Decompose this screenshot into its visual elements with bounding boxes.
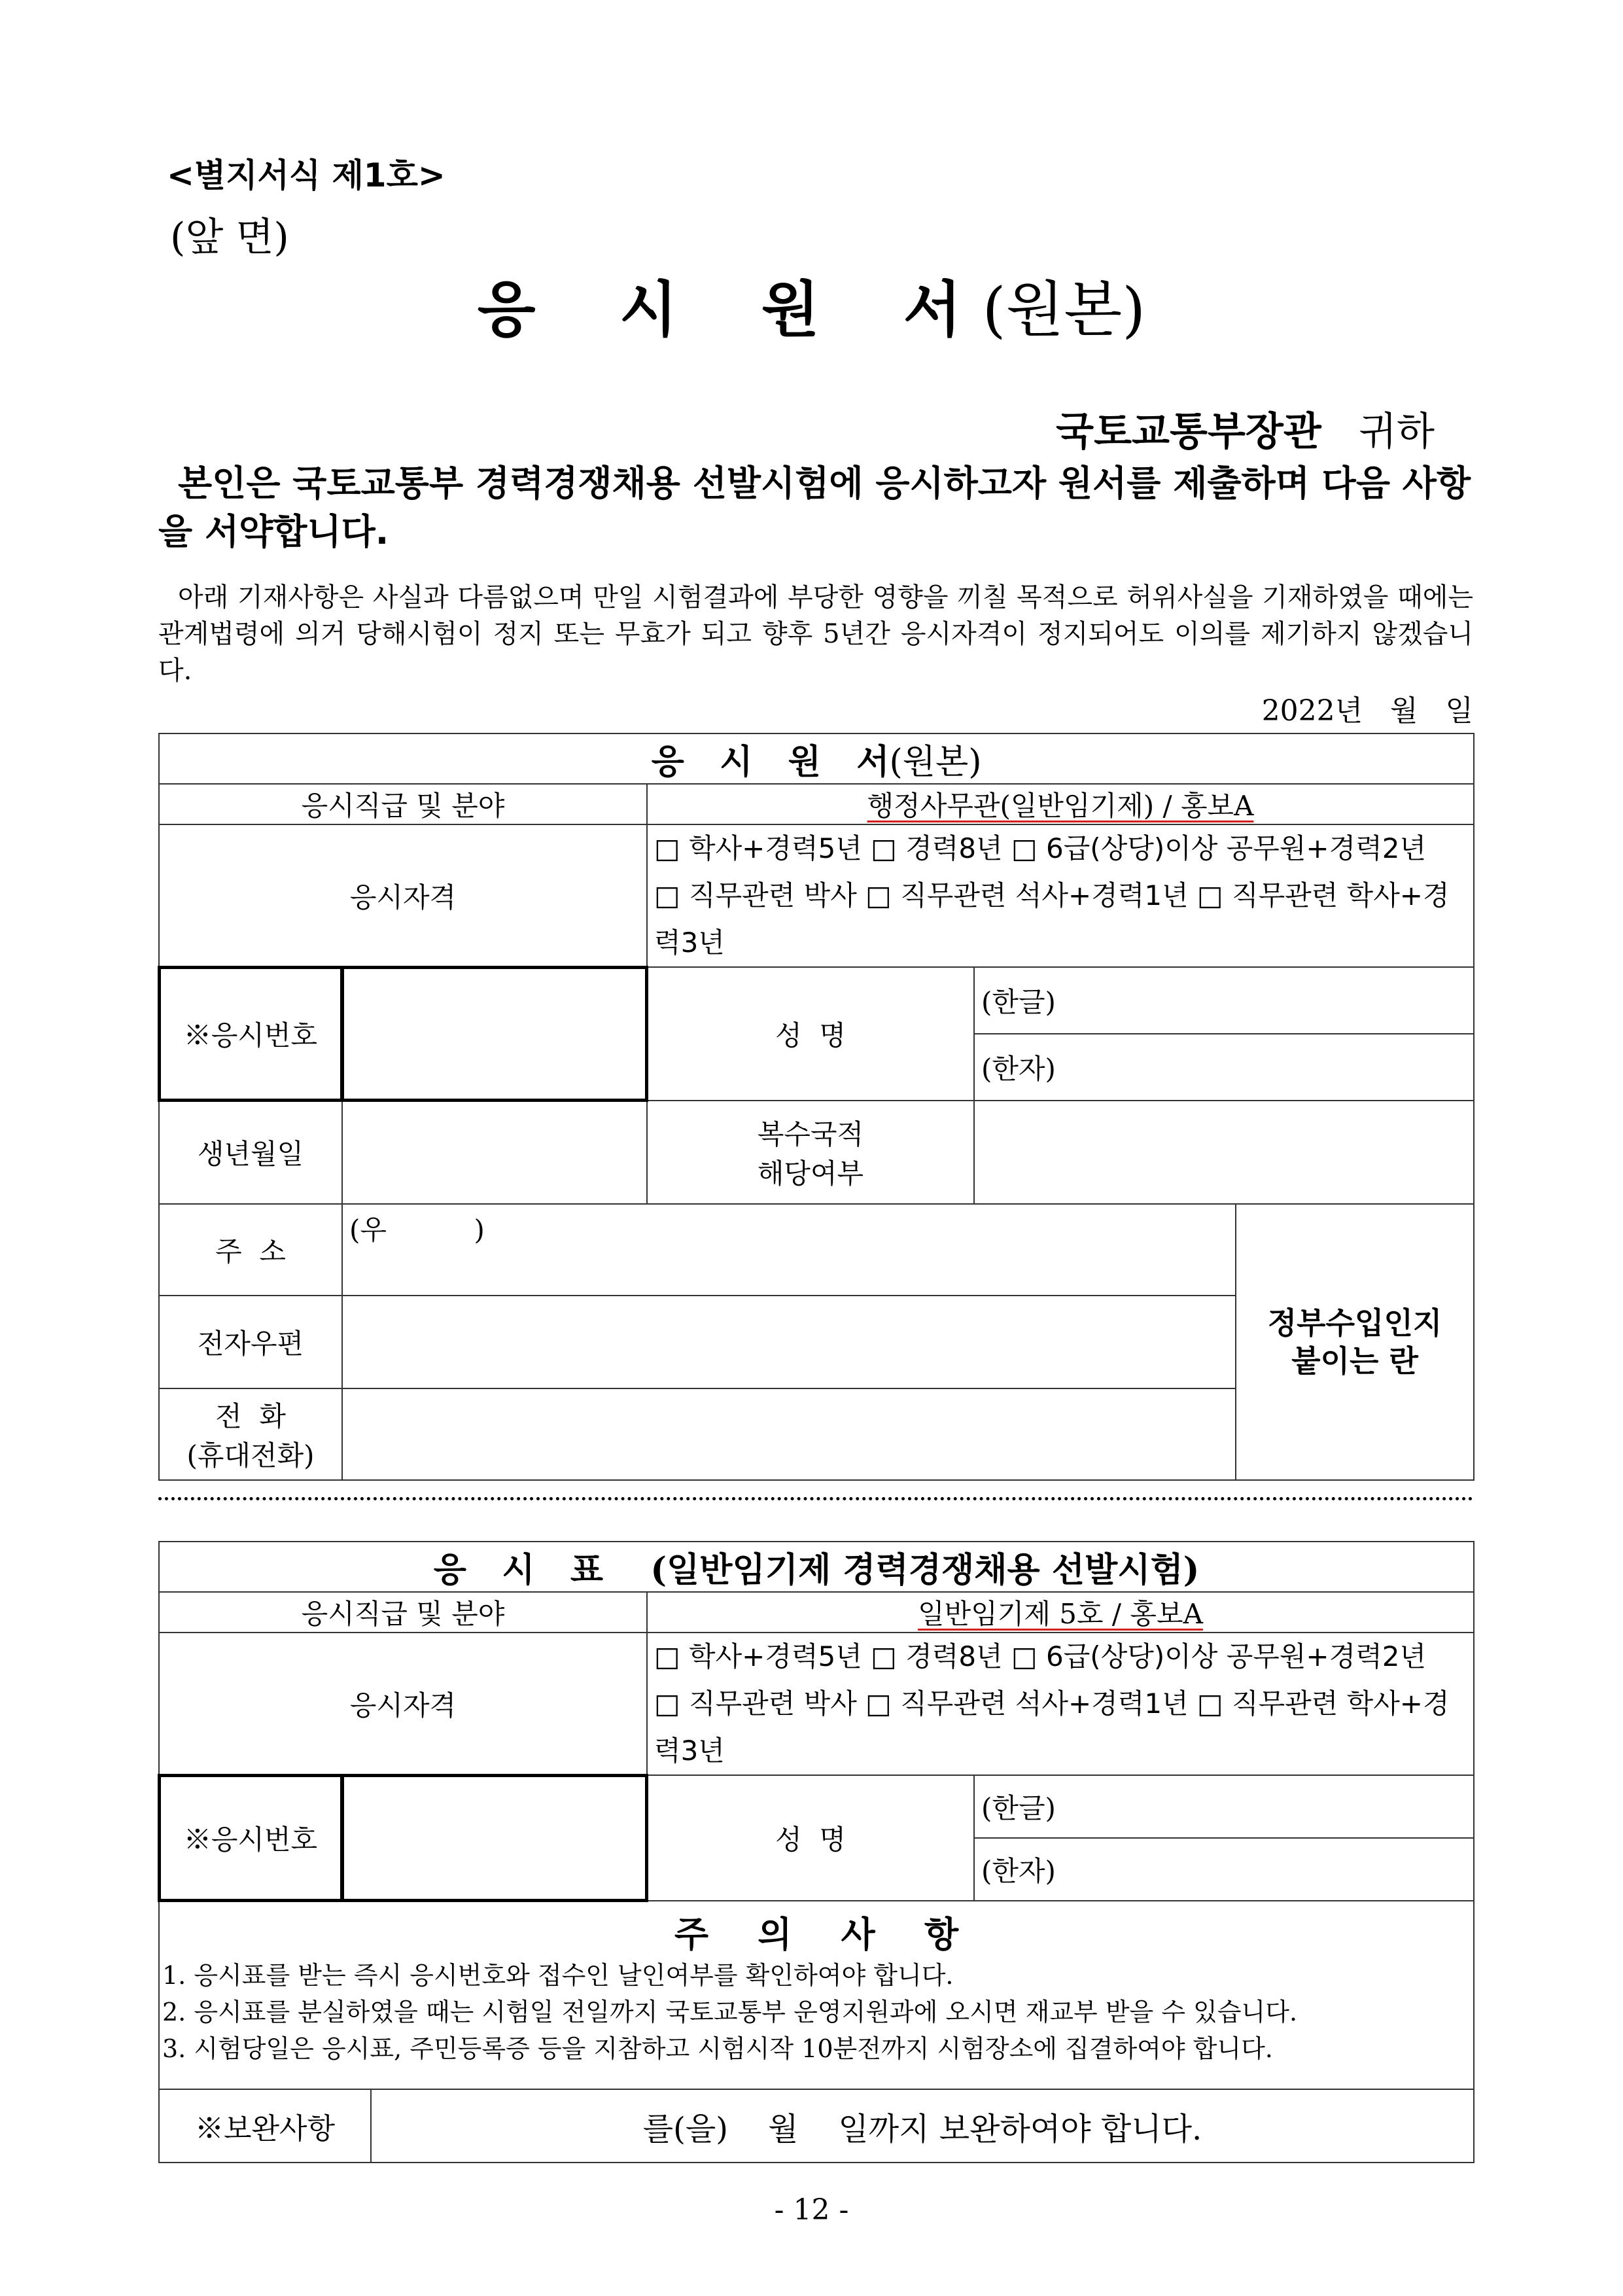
birth-field[interactable]	[342, 1101, 647, 1204]
phone-label-1: 전 화	[215, 1400, 286, 1432]
ticket-title: 응 시 표 (일반임기제 경력경쟁채용 선발시험)	[159, 1542, 1474, 1592]
ticket-qualification-options[interactable]	[647, 1633, 1474, 1775]
cut-line	[158, 1497, 1473, 1500]
exam-number-field[interactable]	[342, 967, 647, 1101]
document-title-suffix: (원본)	[982, 275, 1146, 345]
addressee-suffix: 귀하	[1359, 409, 1435, 455]
dual-nationality-label	[647, 1101, 974, 1204]
name-hanja-field[interactable]: (한자)	[974, 1034, 1474, 1101]
ticket-position-label: 응시직급 및 분야	[159, 1592, 647, 1633]
notice-item: 1. 응시표를 받는 즉시 응시번호와 접수인 날인여부를 확인하여야 합니다.	[162, 1961, 954, 1990]
dual-nationality-label-1: 복수국적	[757, 1118, 864, 1150]
form-number: <별지서식 제1호>	[167, 156, 445, 194]
ticket-exam-number-label: ※응시번호	[159, 1775, 342, 1901]
ticket-qualification-line-2[interactable]: □ 직무관련 박사 □ 직무관련 석사+경력1년 □ 직무관련 학사+경력3년	[654, 1687, 1450, 1767]
qualification-options[interactable]	[647, 824, 1474, 967]
revenue-stamp-label-1: 정부수입인지	[1267, 1305, 1442, 1341]
dual-nationality-label-2: 해당여부	[757, 1157, 864, 1190]
position-value-text: 행정사무관(일반임기제) / 홍보A	[867, 790, 1254, 822]
exam-number-label: ※응시번호	[159, 967, 342, 1101]
ticket-name-label: 성 명	[647, 1775, 974, 1901]
document-title-main: 응 시 원 서	[477, 274, 962, 345]
ticket-position-value	[647, 1592, 1474, 1633]
application-form-table	[158, 733, 1475, 1481]
ticket-name-hanja-field[interactable]: (한자)	[974, 1838, 1474, 1901]
declaration-text: 본인은 국토교통부 경력경쟁채용 선발시험에 응시하고자 원서를 제출하며 다음 사항을 서약합니다.	[158, 463, 1471, 552]
name-label: 성 명	[647, 967, 974, 1101]
qualification-label: 응시자격	[159, 824, 647, 967]
email-label: 전자우편	[159, 1296, 342, 1388]
application-title-suffix: (원본)	[889, 743, 982, 782]
supplement-text: 를(을) 월 일까지 보완하여야 합니다.	[642, 2110, 1202, 2147]
addressee-name: 국토교통부장관	[1056, 409, 1321, 455]
ticket-exam-number-field[interactable]	[342, 1775, 647, 1901]
revenue-stamp-label-2: 붙이는 란	[1291, 1343, 1418, 1379]
date-line: 2022년 월 일	[1261, 694, 1473, 728]
document-title	[0, 262, 1623, 348]
ticket-qualification-label: 응시자격	[159, 1633, 647, 1775]
notice-section	[159, 1901, 1474, 2089]
application-title	[159, 733, 1474, 784]
address-label: 주 소	[159, 1204, 342, 1296]
address-field[interactable]: (우 )	[342, 1204, 1236, 1296]
qualification-line-1[interactable]: □ 학사+경력5년 □ 경력8년 □ 6급(상당)이상 공무원+경력2년	[654, 832, 1427, 864]
exam-ticket-table	[158, 1541, 1475, 2163]
phone-label	[159, 1388, 342, 1480]
dual-nationality-field[interactable]	[974, 1101, 1474, 1204]
pledge-text: 아래 기재사항은 사실과 다름없으며 만일 시험결과에 부당한 영향을 끼칠 목적으로 허위사실을 기재하였을 때에는 관계법령에 의거 당해시험이 정지 또는 무효가 되고 향후 5년간 응시자격이 정지되어도 이의를 제기하지 않겠습니다.	[158, 582, 1473, 686]
ticket-qualification-line-1[interactable]: □ 학사+경력5년 □ 경력8년 □ 6급(상당)이상 공무원+경력2년	[654, 1640, 1427, 1672]
revenue-stamp-area	[1236, 1204, 1474, 1480]
position-label: 응시직급 및 분야	[159, 784, 647, 824]
addressee	[1056, 400, 1435, 457]
notice-item: 2. 응시표를 분실하였을 때는 시험일 전일까지 국토교통부 운영지원과에 오시면 재교부 받을 수 있습니다.	[162, 1998, 1298, 2026]
supplement-label: ※보완사항	[160, 2090, 372, 2162]
email-field[interactable]	[342, 1296, 1236, 1388]
phone-field[interactable]	[342, 1388, 1236, 1480]
position-value	[647, 784, 1474, 824]
application-title-main: 응 시 원 서	[651, 742, 890, 782]
notice-title: 주 의 사 항	[674, 1913, 959, 1955]
ticket-position-value-text: 일반임기제 5호 / 홍보A	[918, 1598, 1203, 1630]
birth-label: 생년월일	[159, 1101, 342, 1204]
page-number: - 12 -	[774, 2193, 849, 2227]
phone-label-2: (휴대전화)	[186, 1439, 315, 1472]
ticket-name-korean-field[interactable]: (한글)	[974, 1775, 1474, 1838]
qualification-line-2[interactable]: □ 직무관련 박사 □ 직무관련 석사+경력1년 □ 직무관련 학사+경력3년	[654, 879, 1450, 959]
notice-item: 3. 시험당일은 응시표, 주민등록증 등을 지참하고 시험시작 10분전까지 시험장소에 집결하여야 합니다.	[162, 2034, 1273, 2063]
page-side-label: (앞 면)	[170, 215, 289, 260]
supplement-row	[159, 2089, 1474, 2163]
name-korean-field[interactable]: (한글)	[974, 967, 1474, 1034]
